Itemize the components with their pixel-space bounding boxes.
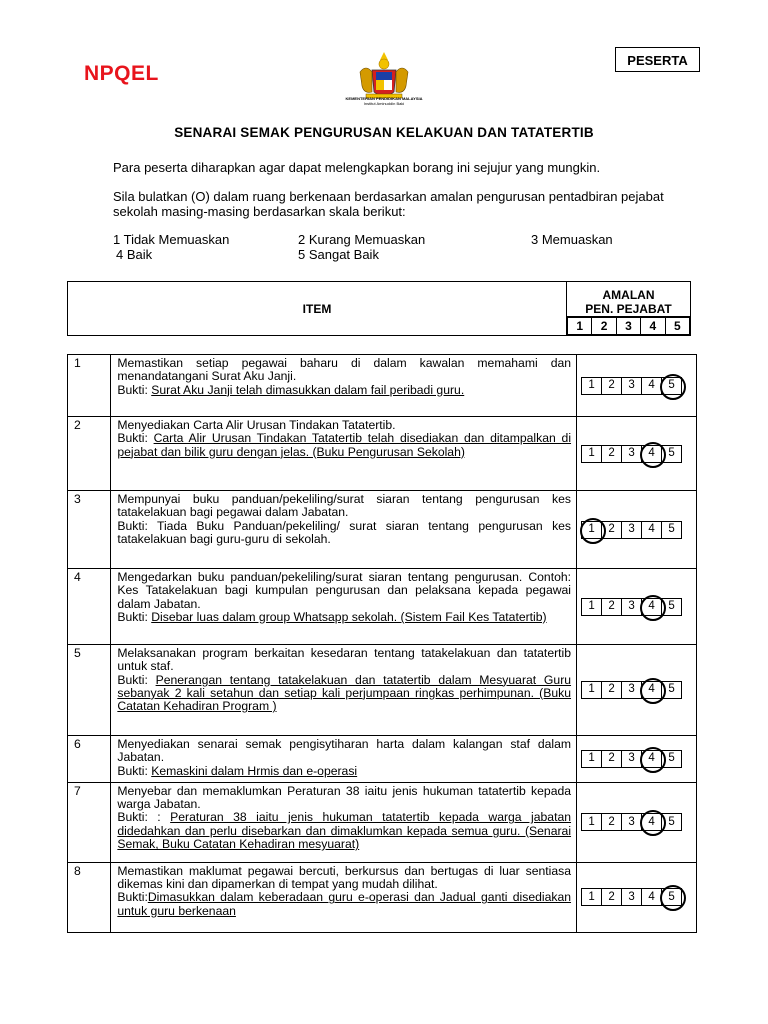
- rating-option[interactable]: 4: [641, 378, 661, 394]
- item-number: 5: [68, 645, 111, 736]
- rating-scale[interactable]: [581, 681, 682, 699]
- rating-option[interactable]: 5: [661, 682, 681, 698]
- evidence-text: [117, 432, 571, 459]
- rating-scale[interactable]: [581, 521, 682, 539]
- evidence-detail: Kemaskini dalam Hrmis dan e-operasi: [151, 763, 358, 778]
- rating-option[interactable]: 2: [601, 889, 621, 905]
- table-row: [68, 491, 697, 569]
- evidence-detail: Carta Alir Urusan Tindakan Tatatertib telah disediakan dan ditampalkan di pejabat dan bilik guru dengan jelas. (Buku Pengurusan Sekolah): [117, 431, 572, 459]
- rating-scale[interactable]: [581, 888, 682, 906]
- scale-legend-2: 2 Kurang Memuaskan: [298, 232, 426, 247]
- scale-legend-1: 1 Tidak Memuaskan: [113, 232, 230, 247]
- item-number: 8: [68, 862, 111, 932]
- rating-option[interactable]: 3: [621, 889, 641, 905]
- rating-option[interactable]: 2: [601, 378, 621, 394]
- item-description: [111, 645, 577, 736]
- evidence-label: Bukti:: [117, 382, 152, 397]
- item-text: Memastikan maklumat pegawai bercuti, berkursus dan bertugas di luar sentiasa dikemas kini dan dipamerkan di tempat yang mudah dilihat.: [117, 863, 572, 892]
- rating-option[interactable]: 1: [588, 446, 595, 459]
- rating-option[interactable]: 3: [621, 446, 641, 462]
- score-header-5: 5: [665, 318, 689, 335]
- score-header-3: 3: [616, 318, 640, 335]
- evidence-label: Bukti:: [117, 763, 152, 778]
- evidence-detail: Disebar luas dalam group Whatsapp sekolah. (Sistem Fail Kes Tatatertib): [151, 609, 547, 624]
- rating-option[interactable]: 1: [588, 378, 595, 391]
- rating-scale[interactable]: [581, 445, 682, 463]
- item-description: [111, 417, 577, 491]
- npqel-logo: NPQEL: [84, 62, 159, 85]
- evidence-label: Bukti: :: [117, 810, 171, 825]
- rating-option[interactable]: 2: [601, 522, 621, 538]
- rating-cell: [577, 355, 697, 417]
- rating-option[interactable]: 5: [661, 751, 681, 767]
- item-description: [111, 355, 577, 417]
- table-row: [68, 862, 697, 932]
- evidence-label: Bukti:: [117, 609, 152, 624]
- scale-legend-4: 4 Baik: [116, 247, 153, 262]
- score-number-header: [567, 317, 691, 336]
- rating-option[interactable]: 2: [601, 682, 621, 698]
- rating-option[interactable]: 1: [588, 815, 595, 828]
- item-number: 7: [68, 782, 111, 862]
- rating-option-selected[interactable]: 1: [582, 522, 601, 538]
- rating-option[interactable]: 2: [601, 751, 621, 767]
- rating-option-selected[interactable]: 4: [641, 751, 661, 767]
- rating-option[interactable]: 1: [588, 890, 595, 903]
- scale-legend-5: 5 Sangat Baik: [298, 247, 379, 262]
- evidence-detail: Penerangan tentang tatakelakuan dan tatatertib dalam Mesyuarat Guru sebanyak 2 kali setahun dan setiap kali perjumpaan ringkas perhimpunan. (Buku Catatan Kehadiran Program ): [117, 672, 572, 714]
- evidence-detail: Peraturan 38 iaitu jenis hukuman tatatertib kepada warga jabatan didedahkan dan perlu disebarkan dan dimaklumkan kepada semua guru. (Senarai Semak, Buku Catatan Kehadiran mesyuarat): [117, 810, 572, 852]
- scale-legend-3: 3 Memuaskan: [531, 232, 613, 247]
- rating-cell: [577, 862, 697, 932]
- rating-option[interactable]: 5: [661, 522, 681, 538]
- rating-option-selected[interactable]: 4: [641, 599, 661, 615]
- rating-option[interactable]: 3: [621, 814, 641, 830]
- rating-option[interactable]: 4: [641, 889, 661, 905]
- table-row: [68, 645, 697, 736]
- evidence-label: Bukti:: [117, 890, 148, 905]
- item-description: [111, 569, 577, 645]
- evidence-text: [117, 765, 571, 778]
- checklist-table: [67, 354, 697, 933]
- pen-pejabat-label: PEN. PEJABAT: [585, 302, 672, 316]
- amalan-label: AMALAN: [602, 288, 655, 302]
- rating-cell: [577, 569, 697, 645]
- evidence-text: [117, 811, 571, 851]
- rating-option[interactable]: 1: [588, 599, 595, 612]
- rating-option-selected[interactable]: 5: [661, 378, 681, 394]
- rating-option-selected[interactable]: 4: [641, 814, 661, 830]
- rating-option[interactable]: 4: [641, 522, 661, 538]
- rating-cell: [577, 417, 697, 491]
- rating-cell: [577, 491, 697, 569]
- rating-option-selected[interactable]: 4: [641, 446, 661, 462]
- item-text: Memastikan setiap pegawai baharu di dalam kawalan memahami dan menandatangani Surat Aku Janji.: [117, 356, 572, 384]
- instruction-text: Sila bulatkan (O) dalam ruang berkenaan berdasarkan amalan pengurusan pentadbiran pejabat sekolah masing-masing berdasarkan skala berikut:: [113, 189, 664, 219]
- evidence-text: [117, 611, 571, 624]
- rating-option[interactable]: 5: [661, 446, 681, 462]
- rating-scale[interactable]: [581, 813, 682, 831]
- item-number: 6: [68, 736, 111, 783]
- item-text: Melaksanakan program berkaitan kesedaran tentang tatakelakuan dan tatatertib untuk staf.: [117, 646, 572, 674]
- intro-text: Para peserta diharapkan agar dapat melengkapkan borang ini sejujur yang mungkin.: [113, 160, 601, 175]
- evidence-detail: Surat Aku Janji telah dimasukkan dalam fail peribadi guru.: [151, 382, 465, 397]
- evidence-text: [117, 520, 571, 547]
- score-header-2: 2: [592, 318, 616, 335]
- table-header: [67, 281, 691, 336]
- rating-option[interactable]: 3: [621, 599, 641, 615]
- item-column-header: ITEM: [68, 282, 567, 336]
- rating-option[interactable]: 3: [621, 522, 641, 538]
- item-number: 4: [68, 569, 111, 645]
- page-title: SENARAI SEMAK PENGURUSAN KELAKUAN DAN TATATERTIB: [174, 125, 594, 140]
- rating-option[interactable]: 2: [601, 446, 621, 462]
- evidence-detail: Dimasukkan dalam keberadaan guru e-operasi dan Jadual ganti disediakan untuk guru berkenaan: [117, 890, 572, 918]
- rating-option-selected[interactable]: 5: [661, 889, 681, 905]
- rating-option-selected[interactable]: 4: [641, 682, 661, 698]
- rating-option[interactable]: 3: [621, 378, 641, 394]
- participant-badge: PESERTA: [615, 47, 700, 72]
- item-text: Menyebar dan memaklumkan Peraturan 38 iaitu jenis hukuman tatatertib kepada warga Jabatan.: [117, 783, 572, 812]
- table-row: [68, 736, 697, 783]
- table-row: [68, 782, 697, 862]
- evidence-label: Bukti:: [117, 431, 154, 446]
- evidence-text: [117, 891, 571, 918]
- rating-scale[interactable]: [581, 377, 682, 395]
- rating-cell: [577, 782, 697, 862]
- rating-cell: [577, 736, 697, 783]
- item-number: 1: [68, 355, 111, 417]
- amalan-column-header: [567, 282, 691, 317]
- item-number: 2: [68, 417, 111, 491]
- evidence-label: Bukti: Tiada Buku Panduan/pekeliling/ surat siaran tentang pengurusan kes tatakelakuan bagi guru-guru di sekolah.: [117, 518, 572, 546]
- crest-subcaption: Institut Aminuddin Baki: [363, 101, 405, 106]
- evidence-text: [117, 384, 571, 397]
- rating-cell: [577, 645, 697, 736]
- rating-scale[interactable]: [581, 598, 682, 616]
- rating-option[interactable]: 2: [601, 599, 621, 615]
- rating-option[interactable]: 5: [661, 599, 681, 615]
- item-text: Mengedarkan buku panduan/pekeliling/surat siaran tentang pengurusan. Contoh: Kes Tatakelakuan bagi kumpulan pengurusan dan pelaksana kepada pegawai dalam Jabatan.: [117, 570, 572, 611]
- rating-option[interactable]: 5: [661, 814, 681, 830]
- item-description: [111, 736, 577, 783]
- table-row: [68, 569, 697, 645]
- crest-caption: KEMENTERIAN PENDIDIKAN MALAYSIA: [345, 96, 423, 101]
- item-description: [111, 491, 577, 569]
- score-header-1: 1: [568, 318, 592, 335]
- evidence-label: Bukti:: [117, 672, 156, 687]
- score-header-4: 4: [641, 318, 665, 335]
- item-text: Menyediakan Carta Alir Urusan Tindakan Tatatertib.: [117, 418, 396, 432]
- rating-option[interactable]: 3: [621, 682, 641, 698]
- evidence-text: [117, 674, 571, 714]
- item-description: [111, 862, 577, 932]
- table-row: [68, 417, 697, 491]
- rating-option[interactable]: 1: [588, 752, 595, 765]
- rating-option[interactable]: 2: [601, 814, 621, 830]
- table-row: [68, 355, 697, 417]
- item-number: 3: [68, 491, 111, 569]
- rating-option[interactable]: 1: [588, 683, 595, 696]
- item-text: Mempunyai buku panduan/pekeliling/surat siaran tentang pengurusan kes tatakelakuan bagi pegawai dalam Jabatan.: [117, 492, 572, 520]
- item-description: [111, 782, 577, 862]
- item-text: Menyediakan senarai semak pengisytiharan harta dalam kalangan staf dalam Jabatan.: [117, 737, 572, 765]
- rating-scale[interactable]: [581, 750, 682, 768]
- rating-option[interactable]: 3: [621, 751, 641, 767]
